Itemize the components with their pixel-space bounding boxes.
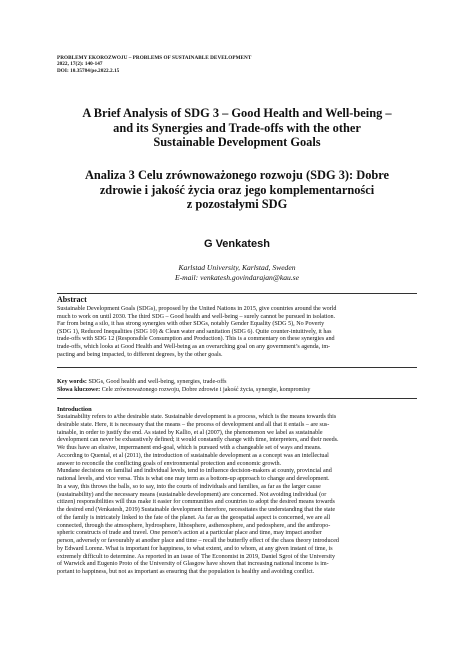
intro-line: by Edward Lorenz. What is important for happiness, to what extent, and to whom, at any given instant of time, is [57, 545, 333, 552]
title-polish-line: z pozostałymi SDG [186, 197, 288, 212]
introduction-heading: Introduction [57, 406, 92, 413]
intro-line: Mundane decisions on familial and individual levels, tend to influence decision-makers at county, provincial and [57, 468, 332, 475]
introduction-body [57, 414, 417, 577]
keywords-english [57, 379, 417, 387]
intro-line: We thus have an elusive, impermanent end-goal, which is pursued with a changeable set of ways and means. [57, 445, 322, 451]
keywords-text: SDGs, Good health and well-being, synergies, trade-offs [88, 379, 227, 385]
journal-volume: 2022, 17(2): 140-147 [57, 61, 103, 68]
affiliation-line: Karlstad University, Karlstad, Sweden [178, 263, 296, 272]
intro-line: person, adversely or favourably at another place and time – recall the butterfly effect of the chaos theory introduced [57, 538, 339, 544]
intro-line: answer to reconcile the conflicting goals of environmental protection and economic growth. [57, 460, 282, 467]
title-english-line: Sustainable Development Goals [153, 135, 321, 150]
intro-line: desirable state. Here, it is necessary that the means – the process of development and all that it entails – are sus- [57, 421, 330, 428]
intro-line: Sustainability refers to a/the desirable state. Sustainable development is a process, which is the means towards this [57, 414, 337, 420]
abstract-line: pacting and being impacted, to different degrees, by the other goals. [57, 351, 223, 358]
intro-line: According to Quental, et al (2011), the introduction of sustainable development as a concept was an intellectual [57, 452, 329, 459]
keywords-label: Key words: [57, 379, 87, 385]
title-polish [57, 168, 417, 212]
intro-line: tainable, in order to justify the end. As stated by Kallio, et al (2007), the phenomenon we label as sustainable [57, 429, 323, 436]
author-affiliation [57, 263, 417, 283]
abstract-line: Sustainable Development Goals (SDGs), proposed by the United Nations in 2015, give countries around the world [57, 306, 337, 312]
abstract-heading: Abstract [57, 295, 87, 304]
keywords-text-polish: Cele zrównoważonego rozwoju, Dobre zdrowie i jakość życia, synergie, kompromisy [101, 386, 311, 393]
title-polish-line: Analiza 3 Celu zrównoważonego rozwoju (SDG 3): Dobre [84, 168, 390, 182]
keywords-polish [57, 387, 417, 395]
abstract-line: trade-offs, which looks at Good Health and Well-being as an overarching goal on any government’s agenda, im- [57, 343, 331, 350]
journal-name: PROBLEMY EKOROZWOJU – PROBLEMS OF SUSTAINABLE DEVELOPMENT [57, 55, 252, 61]
abstract-line: much to work on until 2030. The third SDG – Good health and well-being – surely cannot be pursued in isolation. [57, 313, 336, 320]
intro-line: national levels, and vice versa. This is what one may term as a bottom-up approach to change and development. [57, 476, 330, 482]
email-line: E-mail: venkatesh.govindarajan@kau.se [174, 273, 300, 282]
author-name: G Venkatesh [203, 238, 271, 250]
title-english-line: and its Synergies and Trade-offs with the other [113, 120, 361, 135]
journal-doi: DOI: 10.35784/pe.2022.2.15 [57, 67, 120, 74]
divider-bottom [57, 398, 417, 399]
keywords-block [57, 379, 417, 394]
divider-top [57, 293, 417, 294]
intro-line: of Warwick and Eugenio Proto of the University of Glasgow have shown that increasing national income is im- [57, 561, 329, 568]
abstract-line: Far from being a silo, it has strong synergies with other SDGs, notably Gender Equality (SDG 5), No Poverty [57, 321, 325, 328]
intro-line: spheric constructs of trade and travel. One person’s action at a particular place and time, may impact another [57, 530, 322, 537]
journal-header [57, 55, 251, 74]
divider-middle [57, 367, 417, 368]
intro-line: citizen) responsibilities will thus make it easier for communities and countries to adopt the desired means towards [57, 499, 335, 506]
intro-line: extremely difficult to determine. As reported in an issue of The Economist in 2019, Daniel Sgroi of the University [57, 553, 335, 560]
title-english-line: A Brief Analysis of SDG 3 – Good Health and Well-being – [82, 106, 392, 120]
intro-line: development can never be exhaustively defined; it would constantly change with time, interpreters, and their needs. [57, 437, 339, 444]
title-polish-line: zdrowie i jakość życia oraz jego komplementarności [99, 182, 375, 197]
intro-line: connected, through the atmosphere, hydrosphere, lithosphere, asthenosphere, and pedosphere, and the anthropo- [57, 522, 331, 529]
abstract-line: trade-offs with SDG 12 (Responsible Consumption and Production). This is a commentary on these synergies and [57, 336, 335, 343]
intro-line: portant to happiness, but not as important as ensuring that the population is healthy and avoiding conflict. [57, 569, 315, 575]
intro-line: of the family is intricately linked to the fate of the planet. As far as the geospatial aspect is concerned, we are all [57, 514, 331, 521]
abstract-line: (SDG 1), Reduced Inequalities (SDG 10) & Clean water and sanitation (SDG 6). Quite counter-intuitively, it has [57, 328, 332, 335]
abstract-body [57, 306, 417, 359]
intro-line: (sustainability) and the necessary means (sustainable development) are concerned. Not avoiding individual (or [57, 491, 327, 498]
intro-line: the desired end (Venkatesh, 2019) Sustainable development therefore, necessitates the understanding that the state [57, 507, 336, 513]
intro-line: In a way, this throws the balls, so to say, into the courts of individuals and families, as far as the larger cause [57, 483, 321, 490]
keywords-label-polish: Słowa kluczowe: [57, 386, 101, 393]
title-english [57, 106, 417, 150]
